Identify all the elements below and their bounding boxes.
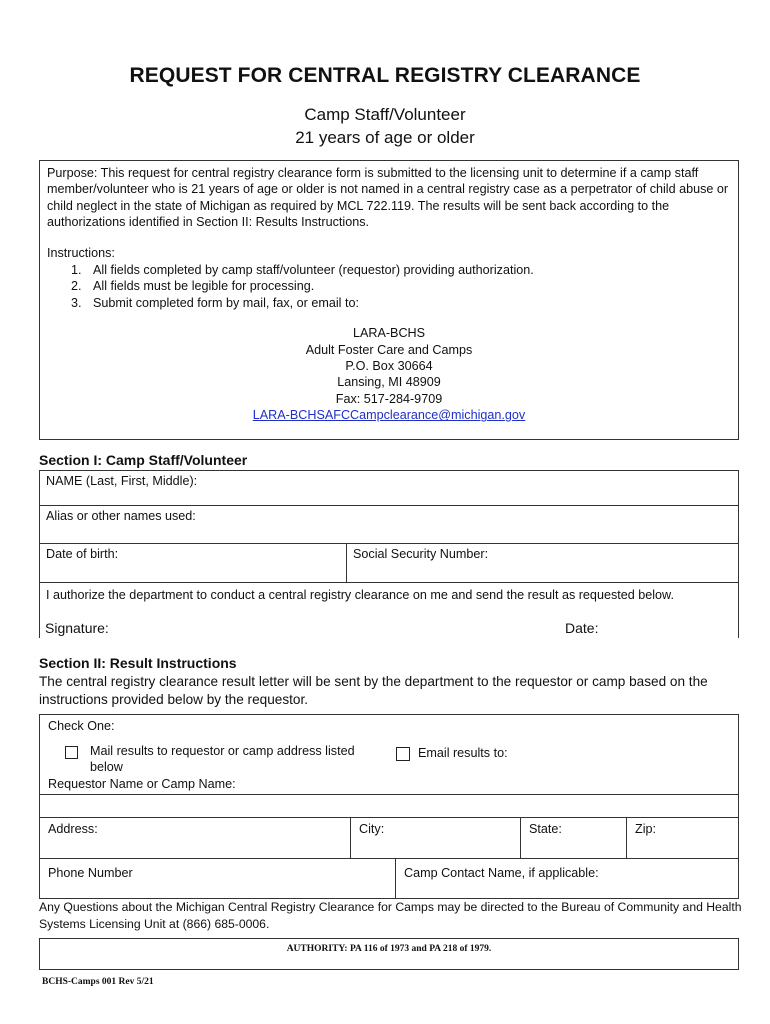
city-label: City: xyxy=(359,822,385,836)
dob-field[interactable] xyxy=(39,543,347,583)
state-label: State: xyxy=(529,822,562,836)
instruction-number: 3. xyxy=(71,295,82,310)
dob-label: Date of birth: xyxy=(46,547,119,561)
check-one-label: Check One: xyxy=(48,719,115,733)
purpose-box xyxy=(39,160,739,440)
address-city: Lansing, MI 48909 xyxy=(337,375,441,390)
ssn-label: Social Security Number: xyxy=(353,547,489,561)
authority-box: AUTHORITY: PA 116 of 1973 and PA 218 of 1979. xyxy=(39,938,739,970)
page-title: REQUEST FOR CENTRAL REGISTRY CLEARANCE xyxy=(129,64,641,87)
subtitle-age: 21 years of age or older xyxy=(295,128,475,147)
requestor-name-field[interactable] xyxy=(39,794,739,818)
instruction-text: All fields completed by camp staff/volunteer (requestor) providing authorization. xyxy=(93,263,534,278)
check-one-cell xyxy=(39,714,739,795)
signature-field[interactable]: Signature: xyxy=(45,620,109,636)
email-results-checkbox[interactable] xyxy=(396,747,410,761)
mail-results-checkbox[interactable] xyxy=(65,746,78,759)
section1-heading: Section I: Camp Staff/Volunteer xyxy=(39,452,248,468)
date-field[interactable]: Date: xyxy=(565,620,599,636)
authorization-statement: I authorize the department to conduct a central registry clearance on me and send the result as requested below. xyxy=(39,582,739,638)
section2-heading: Section II: Result Instructions xyxy=(39,655,237,671)
name-field[interactable] xyxy=(39,470,739,506)
email-link[interactable]: LARA-BCHSAFCCampclearance@michigan.gov xyxy=(252,408,526,423)
instructions-list xyxy=(47,262,731,311)
address-org: LARA-BCHS xyxy=(352,326,426,341)
state-field[interactable] xyxy=(520,817,627,859)
section2-intro: The central registry clearance result letter will be sent by the department to the requestor or camp based on the instructions provided below by the requestor. xyxy=(39,674,708,707)
zip-field[interactable] xyxy=(626,817,739,859)
address-po-box: P.O. Box 30664 xyxy=(345,359,433,374)
instruction-number: 1. xyxy=(71,263,82,278)
questions-note: Any Questions about the Michigan Central Registry Clearance for Camps may be directed to the Bureau of Community and Health Systems Licensing Unit at (866) 685-0006. xyxy=(39,900,742,931)
address-unit: Adult Foster Care and Camps xyxy=(305,342,473,357)
address-label: Address: xyxy=(48,822,98,836)
form-number: BCHS-Camps 001 Rev 5/21 xyxy=(42,977,154,987)
instruction-item xyxy=(71,262,731,278)
requestor-name-label: Requestor Name or Camp Name: xyxy=(48,777,236,791)
purpose-text: Purpose: This request for central registry clearance form is submitted to the licensing unit to determine if a camp staff member/volunteer who is 21 years of age or older is not named in a central registry case as a perpetrator of child abuse or child neglect in the state of Michigan as required by MCL 722.119. The results will be sent back according to the authorizations identified in Section II: Results Instructions. xyxy=(47,166,729,230)
zip-label: Zip: xyxy=(635,822,656,836)
phone-label: Phone Number xyxy=(48,866,133,880)
address-fax: Fax: 517-284-9709 xyxy=(335,391,443,406)
instruction-text: All fields must be legible for processing. xyxy=(93,279,315,294)
address-field[interactable] xyxy=(39,817,351,859)
camp-contact-field[interactable] xyxy=(395,858,739,899)
alias-field[interactable] xyxy=(39,505,739,544)
city-field[interactable] xyxy=(350,817,521,859)
mailing-address xyxy=(47,325,731,423)
instruction-item xyxy=(71,278,731,294)
section2-form xyxy=(39,714,739,899)
instruction-number: 2. xyxy=(71,279,82,294)
camp-contact-label: Camp Contact Name, if applicable: xyxy=(404,866,599,880)
ssn-field[interactable] xyxy=(346,543,739,583)
subtitle-staff: Camp Staff/Volunteer xyxy=(304,105,466,124)
alias-label: Alias or other names used: xyxy=(46,509,196,523)
section1-form xyxy=(39,470,739,660)
mail-results-label: Mail results to requestor or camp address listed below xyxy=(90,744,355,774)
instruction-item xyxy=(71,295,731,311)
name-label: NAME (Last, First, Middle): xyxy=(46,474,198,488)
instruction-text: Submit completed form by mail, fax, or email to: xyxy=(93,295,359,310)
phone-field[interactable] xyxy=(39,858,396,899)
instructions-title: Instructions: xyxy=(47,245,115,260)
email-results-label: Email results to: xyxy=(418,746,508,760)
